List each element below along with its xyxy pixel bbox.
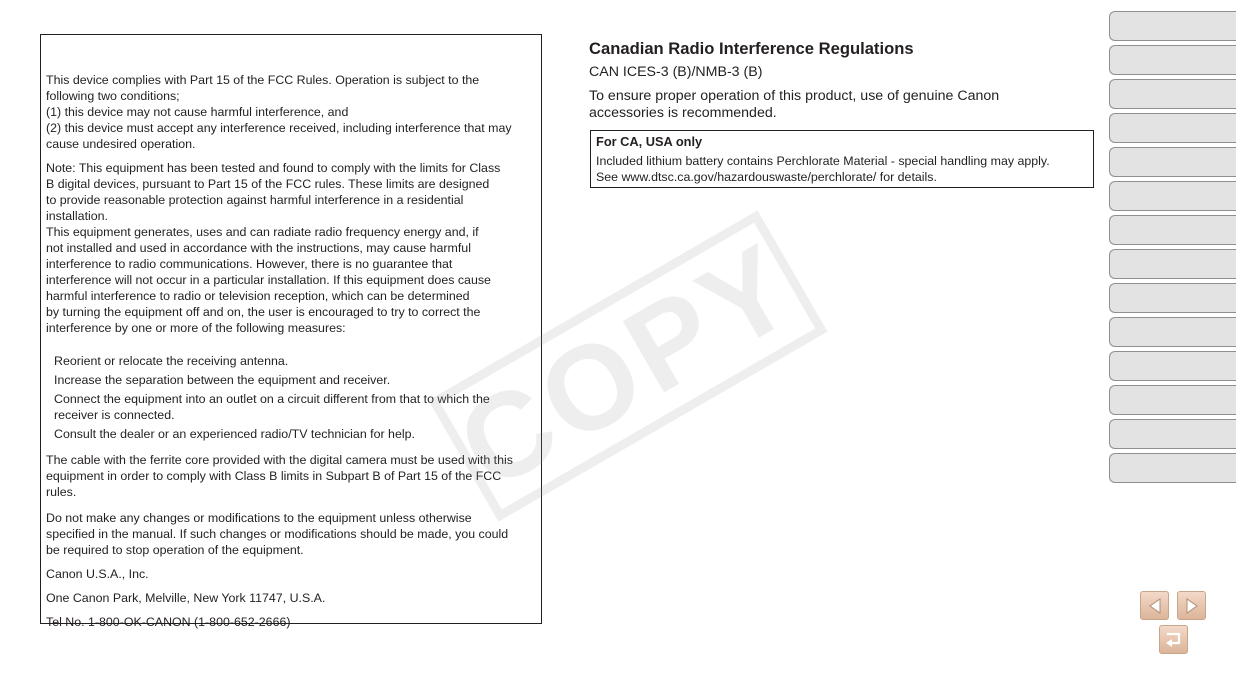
chapter-tab[interactable] [1109, 79, 1236, 109]
list-item: Reorient or relocate the receiving antenna. [54, 354, 289, 368]
chapter-tab[interactable] [1109, 249, 1236, 279]
next-page-button[interactable] [1177, 591, 1206, 620]
company-phone: Tel No. 1-800-OK-CANON (1-800-652-2666) [46, 615, 291, 629]
list-item: Connect the equipment into an outlet on a circuit different from that to which the receiver is connected. [54, 392, 490, 422]
chapter-tab[interactable] [1109, 453, 1236, 483]
chapter-tab[interactable] [1109, 215, 1236, 245]
chapter-tab[interactable] [1109, 317, 1236, 347]
chapter-tab[interactable] [1109, 45, 1236, 75]
previous-page-button[interactable] [1140, 591, 1169, 620]
copy-watermark: COPY [428, 210, 827, 521]
notice-title: For CA, USA only [596, 134, 703, 149]
notice-text: Included lithium battery contains Perchlorate Material - special handling may apply. See www.dtsc.ca.gov/hazardouswaste/perchlorate/ for details. [596, 154, 1050, 184]
ces-code: CAN ICES-3 (B)/NMB-3 (B) [589, 64, 763, 80]
fcc-note-text: Note: This equipment has been tested and found to comply with the limits for Class B digital devices, pursuant to Part 15 of the FCC rules. These limits are designed to provide reasonable protection against harmful interference in a residential installation. This equipment generates, uses and can radiate radio frequency energy and, if not installed and used in accordance with the instructions, may cause harmful interference to radio communications. However, there is no guarantee that interference will not occur in a particular installation. If this equipment does cause harmful interference to radio or television reception, which can be determined by turning the equipment off and on, the user is encouraged to try to correct the interference by one or more of the following measures: [46, 161, 501, 335]
measures-list [54, 353, 535, 442]
modifications-text: Do not make any changes or modifications to the equipment unless otherwise specified in the manual. If such changes or modifications should be made, you could be required to stop operation of the equipment. [46, 511, 509, 557]
chapter-tab[interactable] [1109, 283, 1236, 313]
chapter-tabs [1109, 11, 1236, 487]
list-item: Consult the dealer or an experienced radio/TV technician for help. [54, 427, 415, 441]
fcc-compliance-text: This device complies with Part 15 of the FCC Rules. Operation is subject to the following two conditions; (1) this device may not cause harmful interference, and (2) this device must accept any interference received, including interference that may cause undesired operation. [46, 73, 512, 151]
section-title: Canadian Radio Interference Regulations [589, 39, 914, 58]
fcc-statement-box [40, 34, 542, 629]
chapter-tab[interactable] [1109, 351, 1236, 381]
chapter-tab[interactable] [1109, 113, 1236, 143]
triangle-right-icon [1185, 598, 1199, 614]
chapter-tab[interactable] [1109, 11, 1236, 41]
chapter-tab[interactable] [1109, 419, 1236, 449]
california-notice-box [590, 130, 1094, 188]
ferrite-cable-text: The cable with the ferrite core provided with the digital camera must be used with this equipment in order to comply with Class B limits in Subpart B of Part 15 of the FCC rules. [46, 453, 513, 499]
chapter-tab[interactable] [1109, 385, 1236, 415]
return-button[interactable] [1159, 625, 1188, 654]
triangle-left-icon [1148, 598, 1162, 614]
list-item: Increase the separation between the equipment and receiver. [54, 373, 391, 387]
company-name: Canon U.S.A., Inc. [46, 567, 149, 581]
chapter-tab[interactable] [1109, 181, 1236, 211]
genuine-accessories-text: To ensure proper operation of this product, use of genuine Canon accessories is recommended. [589, 88, 1000, 121]
return-arrow-icon [1164, 631, 1184, 649]
canadian-regulations-section [589, 38, 1095, 188]
chapter-tab[interactable] [1109, 147, 1236, 177]
company-address: One Canon Park, Melville, New York 11747, U.S.A. [46, 591, 326, 605]
